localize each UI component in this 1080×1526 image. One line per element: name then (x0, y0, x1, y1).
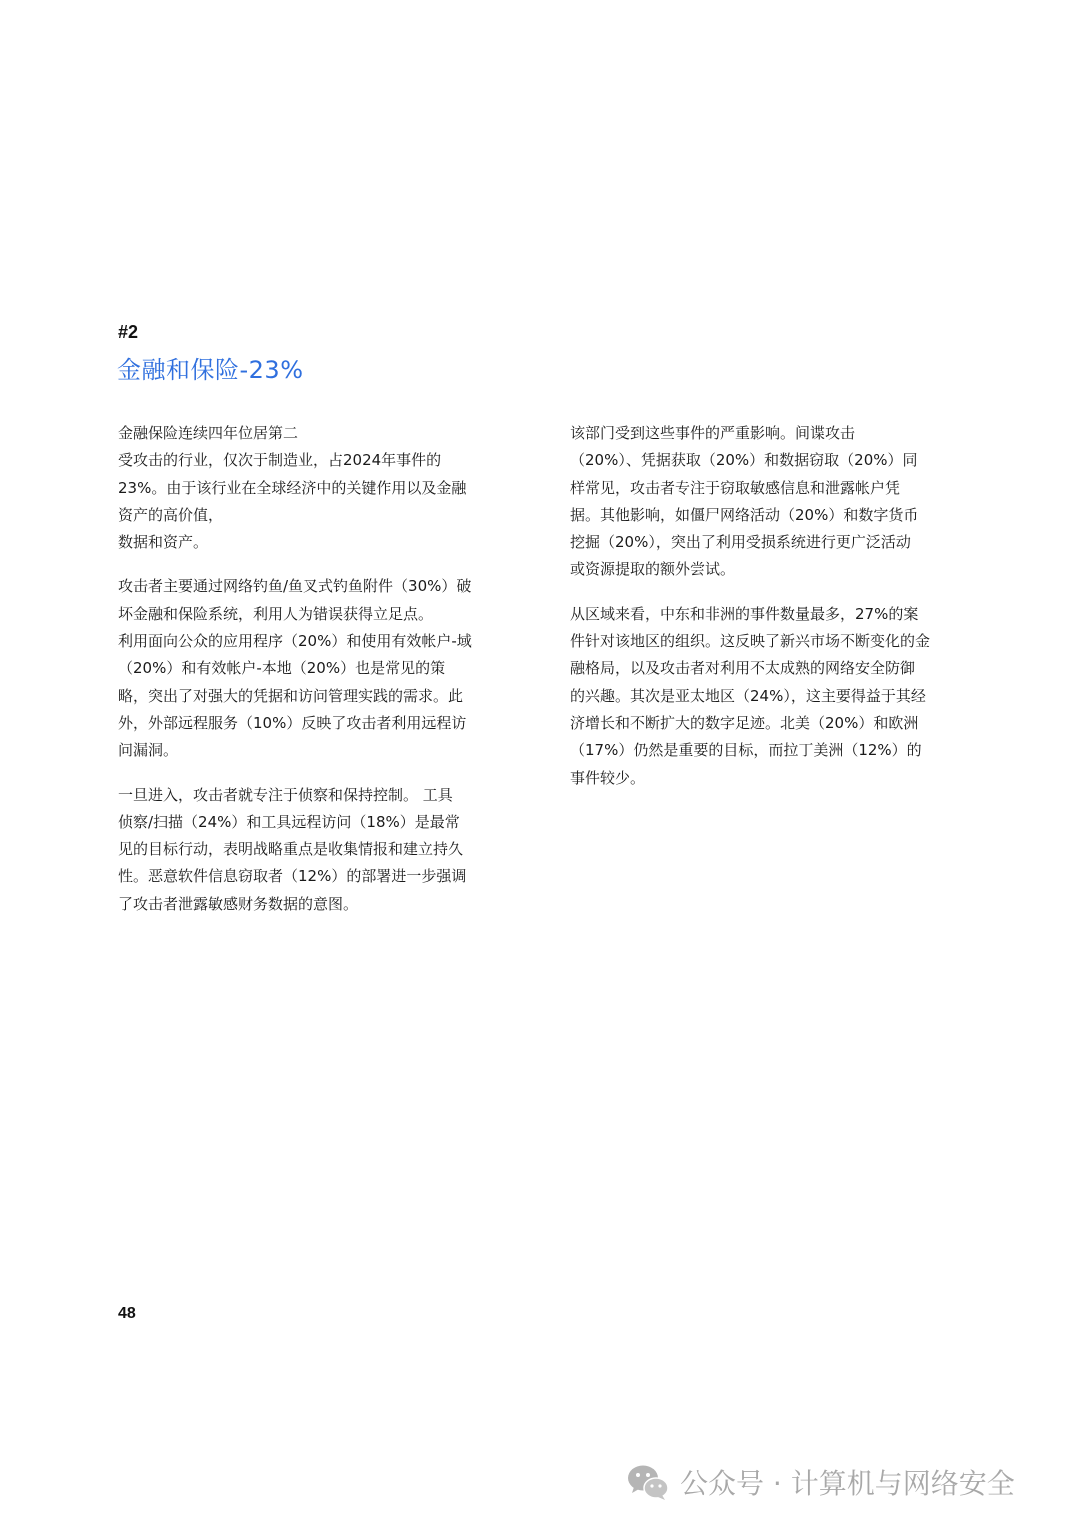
text-line: 见的目标行动，表明战略重点是收集情报和建立持久 (118, 840, 464, 859)
left-column (118, 420, 513, 935)
text-line: 的兴趣。其次是亚太地区（24%），这主要得益于其经 (570, 686, 926, 705)
text-line: 侦察/扫描（24%）和工具远程访问（18%）是最常 (118, 812, 460, 831)
text-line: 金融保险连续四年位居第二 (118, 424, 299, 442)
text-line: 该部门受到这些事件的严重影响。间谍攻击 (570, 424, 856, 442)
text-line: 或资源提取的额外尝试。 (570, 560, 736, 579)
paragraph (118, 782, 513, 918)
text-line: 受攻击的行业，仅次于制造业，占2024年事件的 (118, 451, 442, 470)
text-line: （20%）和有效帐户-本地（20%）也是常见的策 (118, 659, 446, 678)
text-line: 济增长和不断扩大的数字足迹。北美（20%）和欧洲 (570, 713, 919, 732)
text-line: 23%。由于该行业在全球经济中的关键作用以及金融 (118, 478, 467, 497)
paragraph (118, 573, 513, 764)
text-line: 攻击者主要通过网络钓鱼/鱼叉式钓鱼附件（30%）破 (118, 577, 472, 596)
text-line: 件针对该地区的组织。这反映了新兴市场不断变化的金 (570, 632, 931, 651)
text-line: 问漏洞。 (118, 741, 179, 760)
text-line: 数据和资产。 (118, 533, 209, 552)
paragraph (118, 420, 513, 556)
section-title: 金融和保险-23% (117, 356, 304, 384)
watermark-text: 公众号 · 计算机与网络安全 (680, 1467, 1015, 1500)
paragraph (570, 601, 970, 792)
text-line: （20%）、凭据获取（20%）和数据窃取（20%）同 (570, 451, 918, 470)
text-line: 外，外部远程服务（10%）反映了攻击者利用远程访 (118, 713, 467, 732)
text-line: 利用面向公众的应用程序（20%）和使用有效帐户-域 (118, 632, 472, 651)
text-line: 样常见，攻击者专注于窃取敏感信息和泄露帐户凭 (570, 478, 901, 497)
section-number: #2 (118, 322, 139, 342)
text-line: （17%）仍然是重要的目标，而拉丁美洲（12%）的 (570, 741, 922, 760)
text-line: 略，突出了对强大的凭据和访问管理实践的需求。此 (118, 686, 464, 705)
text-line: 事件较少。 (570, 768, 646, 787)
watermark (626, 1460, 1015, 1504)
text-line: 挖掘（20%），突出了利用受损系统进行更广泛活动 (570, 533, 911, 552)
text-line: 了攻击者泄露敏感财务数据的意图。 (118, 894, 359, 913)
text-line: 融格局，以及攻击者对利用不太成熟的网络安全防御 (570, 659, 916, 678)
text-line: 一旦进入，攻击者就专注于侦察和保持控制。 工具 (118, 785, 453, 804)
text-line: 坏金融和保险系统，利用人为错误获得立足点。 (118, 604, 434, 623)
page-number: 48 (118, 1305, 136, 1322)
text-line: 资产的高价值， (118, 505, 224, 524)
wechat-icon (626, 1462, 670, 1502)
text-line: 性。恶意软件信息窃取者（12%）的部署进一步强调 (118, 867, 467, 886)
text-line: 从区域来看，中东和非洲的事件数量最多，27%的案 (570, 604, 919, 623)
text-line: 据。其他影响，如僵尸网络活动（20%）和数字货币 (570, 505, 919, 524)
paragraph (570, 420, 970, 584)
right-column (570, 420, 970, 809)
